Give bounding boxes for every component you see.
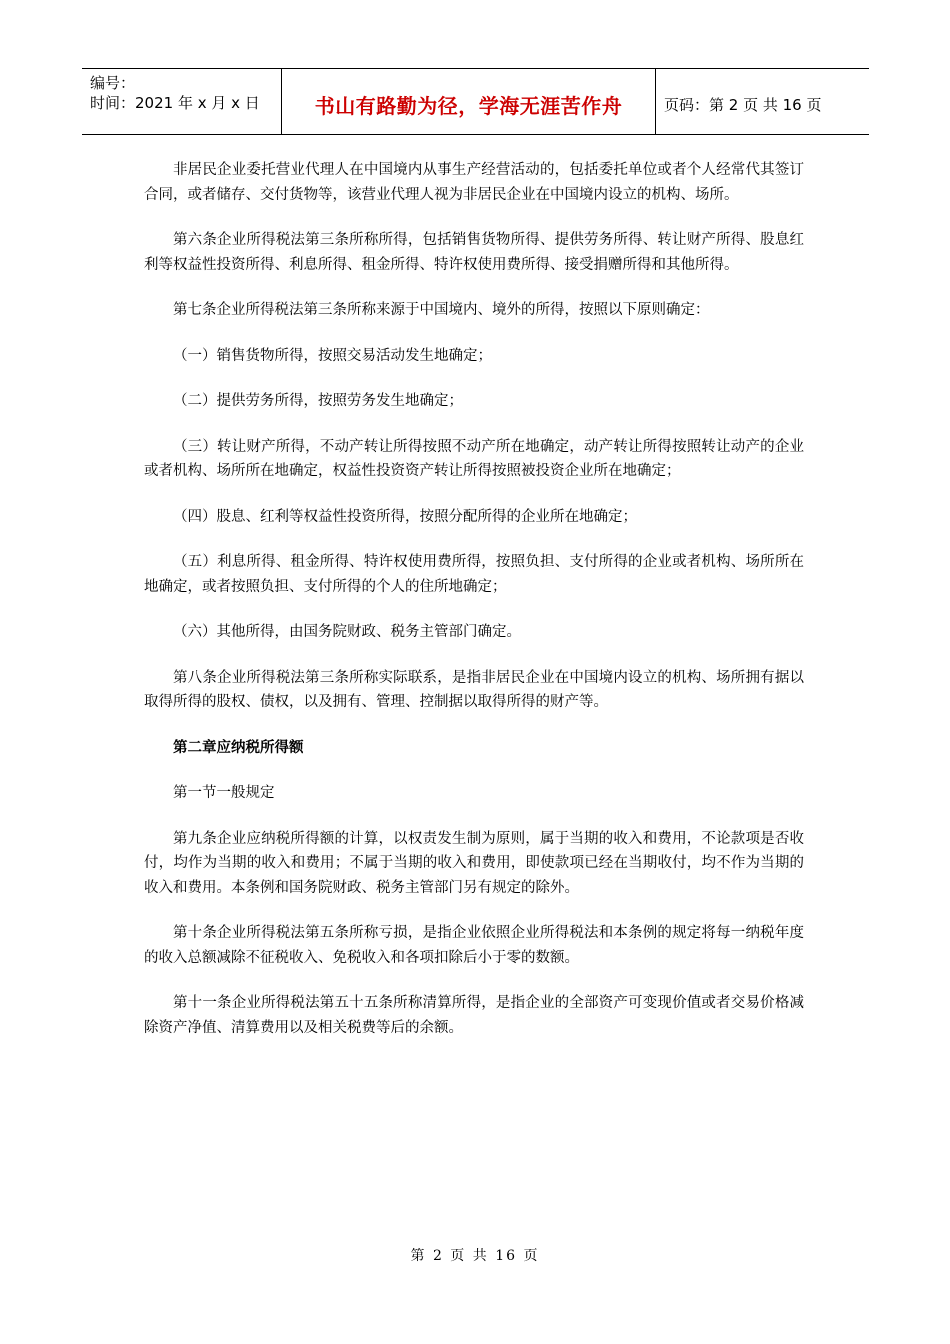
paragraph: 第十条企业所得税法第五条所称亏损，是指企业依照企业所得税法和本条例的规定将每一纳税年度的收入总额减除不征税收入、免税收入和各项扣除后小于零的数额。 <box>144 925 804 966</box>
list-item: （六）其他所得，由国务院财政、税务主管部门确定。 <box>173 624 521 640</box>
header-page-cell <box>656 69 869 134</box>
paragraph: 第十一条企业所得税法第五十五条所称清算所得，是指企业的全部资产可变现价值或者交易价格减除资产净值、清算费用以及相关税费等后的余额。 <box>144 995 804 1036</box>
document-number-label: 编号： <box>90 74 136 92</box>
list-item: （四）股息、红利等权益性投资所得，按照分配所得的企业所在地确定； <box>173 508 637 525</box>
paragraph: 第九条企业应纳税所得额的计算，以权责发生制为原则，属于当期的收入和费用，不论款项是否收付，均作为当期的收入和费用；不属于当期的收入和费用，即使款项已经在当期收付，均不作为当期的收入和费用。本条例和国务院财政、税务主管部门另有规定的除外。 <box>144 830 804 896</box>
page-header <box>82 68 869 135</box>
paragraph: 非居民企业委托营业代理人在中国境内从事生产经营活动的，包括委托单位或者个人经常代其签订合同，或者储存、交付货物等，该营业代理人视为非居民企业在中国境内设立的机构、场所。 <box>144 162 804 203</box>
list-item: （三）转让财产所得，不动产转让所得按照不动产所在地确定，动产转让所得按照转让动产的企业或者机构、场所所在地确定，权益性投资资产转让所得按照被投资企业所在地确定； <box>144 438 804 479</box>
list-item: （一）销售货物所得，按照交易活动发生地确定； <box>173 347 492 364</box>
paragraph: 第七条企业所得税法第三条所称来源于中国境内、境外的所得，按照以下原则确定： <box>173 302 710 318</box>
paragraph: 第八条企业所得税法第三条所称实际联系，是指非居民企业在中国境内设立的机构、场所拥有据以取得所得的股权、债权，以及拥有、管理、控制据以取得所得的财产等。 <box>144 669 804 710</box>
header-page-number: 页码：第 2 页 共 16 页 <box>664 96 822 114</box>
document-body <box>144 158 804 1061</box>
header-meta-cell <box>82 69 282 134</box>
list-item: （二）提供劳务所得，按照劳务发生地确定； <box>173 393 463 409</box>
section-heading: 第一节一般规定 <box>173 785 275 801</box>
page-footer: 第 2 页 共 16 页 <box>410 1248 540 1264</box>
paragraph: 第六条企业所得税法第三条所称所得，包括销售货物所得、提供劳务所得、转让财产所得、股息红利等权益性投资所得、利息所得、租金所得、特许权使用费所得、接受捐赠所得和其他所得。 <box>144 232 804 273</box>
chapter-heading: 第二章应纳税所得额 <box>173 739 304 756</box>
header-motto-cell <box>282 69 656 134</box>
document-date-label: 时间：2021 年 x 月 x 日 <box>90 94 260 112</box>
list-item: （五）利息所得、租金所得、特许权使用费所得，按照负担、支付所得的企业或者机构、场所所在地确定，或者按照负担、支付所得的个人的住所地确定； <box>144 554 804 595</box>
header-motto: 书山有路勤为径，学海无涯苦作舟 <box>314 94 623 118</box>
